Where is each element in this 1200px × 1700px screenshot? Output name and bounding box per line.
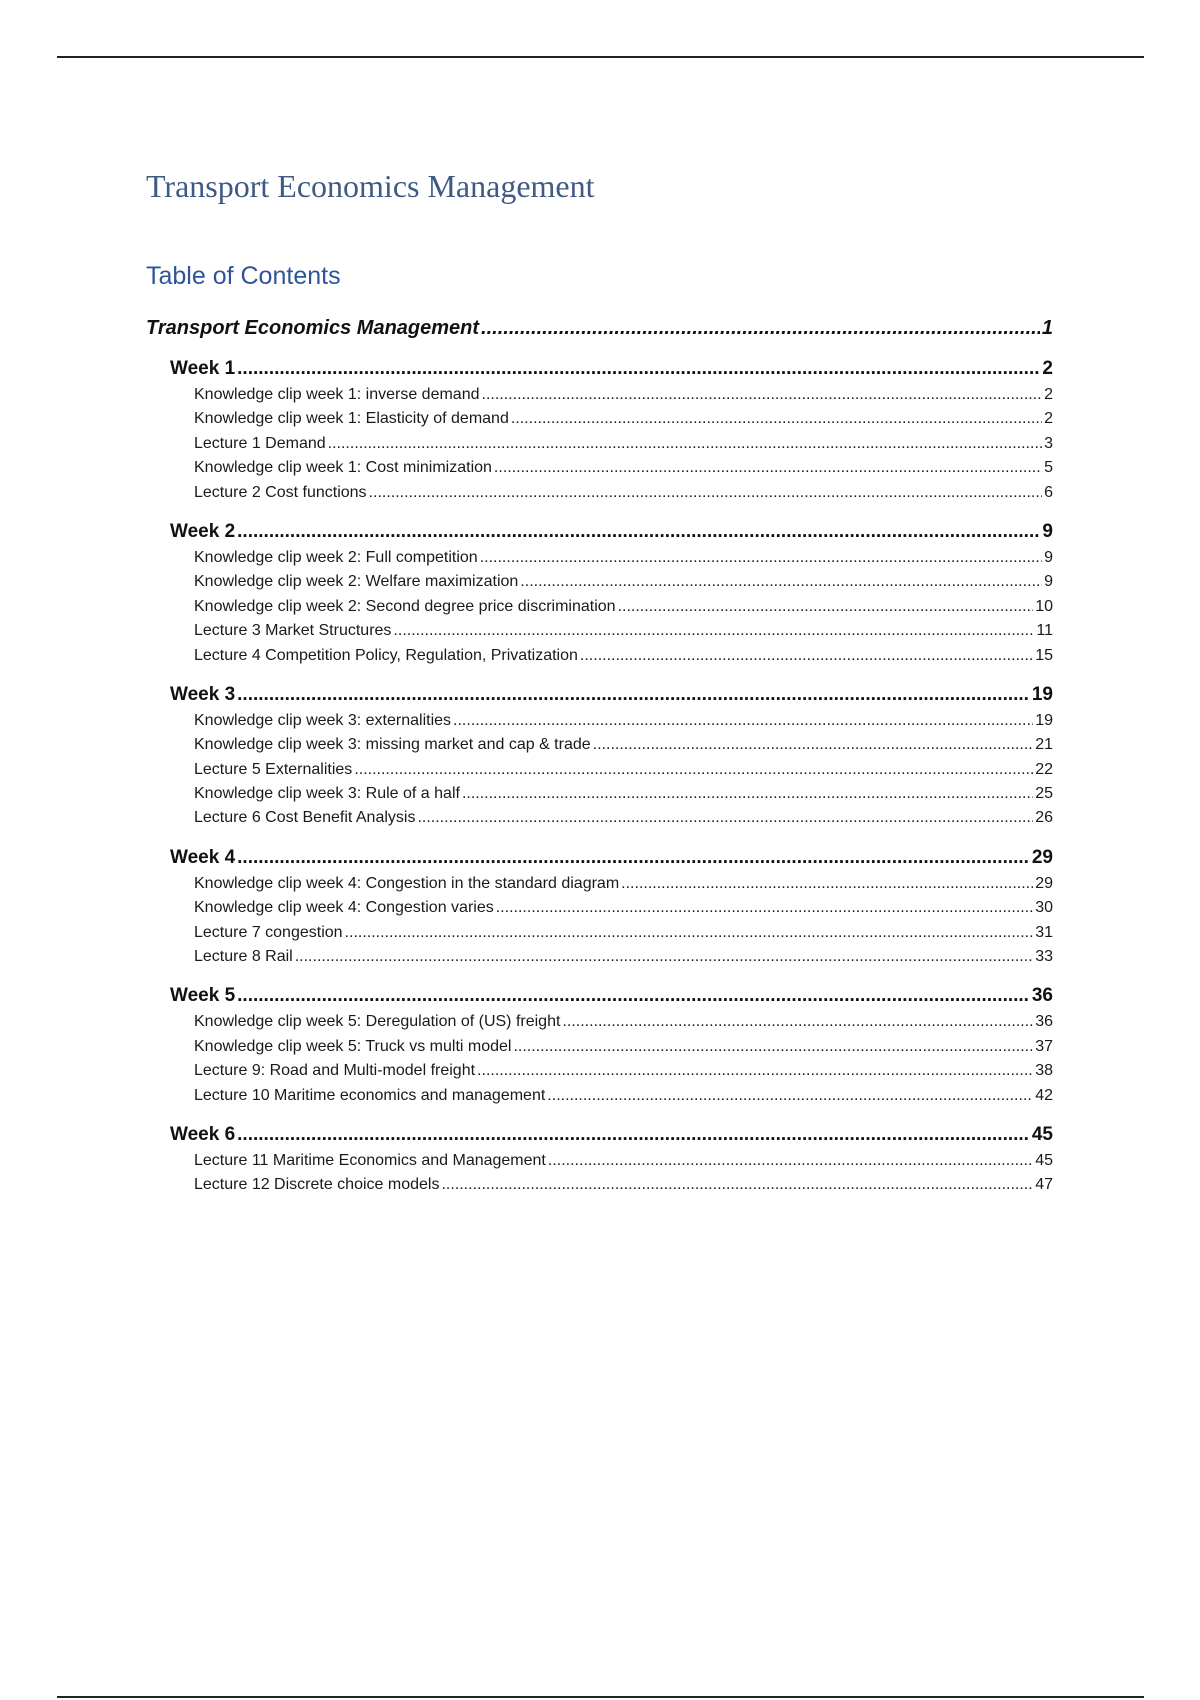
dot-leader bbox=[480, 546, 1042, 570]
toc-entry-title: Lecture 5 Externalities bbox=[194, 760, 353, 778]
toc-entry-item[interactable] bbox=[194, 1084, 1053, 1108]
toc-entry-week[interactable] bbox=[170, 681, 1053, 709]
toc-week-block bbox=[146, 681, 1053, 831]
toc-entry-title: Lecture 4 Competition Policy, Regulation, Privatization bbox=[194, 646, 578, 664]
toc-week-block bbox=[146, 518, 1053, 668]
dot-leader bbox=[593, 733, 1034, 757]
toc-entry-title: Week 5 bbox=[170, 985, 236, 1007]
toc-page-number: 19 bbox=[1031, 683, 1053, 705]
toc-entry-title: Lecture 6 Cost Benefit Analysis bbox=[194, 809, 416, 827]
toc-entry-title: Week 3 bbox=[170, 683, 236, 705]
toc-page-number: 5 bbox=[1044, 459, 1053, 477]
toc-page-number: 19 bbox=[1035, 711, 1053, 729]
toc-entry-item[interactable] bbox=[194, 432, 1053, 456]
dot-leader bbox=[511, 407, 1042, 431]
toc-entry-item[interactable] bbox=[194, 1173, 1053, 1197]
toc-weeks bbox=[146, 355, 1053, 1198]
dot-leader bbox=[393, 619, 1034, 643]
toc-entry-week[interactable] bbox=[170, 355, 1053, 383]
toc-entry-title: Week 1 bbox=[170, 358, 236, 379]
toc-entry-week[interactable] bbox=[170, 982, 1053, 1010]
dot-leader bbox=[618, 595, 1034, 619]
toc-entry-title: Knowledge clip week 3: Rule of a half bbox=[194, 785, 460, 803]
dot-leader bbox=[369, 481, 1043, 505]
toc-page-number: 47 bbox=[1035, 1176, 1053, 1194]
toc-entry-title: Knowledge clip week 3: externalities bbox=[194, 711, 452, 729]
toc-entry-title: Lecture 8 Rail bbox=[194, 948, 293, 966]
toc-page-number: 26 bbox=[1035, 809, 1053, 827]
toc-entry-title: Lecture 9: Road and Multi-model freight bbox=[194, 1062, 476, 1080]
toc-entry-item[interactable] bbox=[194, 456, 1053, 480]
toc-entry-main[interactable] bbox=[146, 314, 1053, 342]
toc-entry-title: Knowledge clip week 1: Elasticity of demand bbox=[194, 410, 509, 428]
toc-page-number: 30 bbox=[1035, 899, 1053, 917]
dot-leader bbox=[494, 456, 1042, 480]
toc-entry-item[interactable] bbox=[194, 921, 1053, 945]
toc-entry-item[interactable] bbox=[194, 806, 1053, 830]
dot-leader bbox=[328, 432, 1042, 456]
dot-leader bbox=[237, 355, 1040, 383]
toc-entry-item[interactable] bbox=[194, 733, 1053, 757]
toc-page-number: 33 bbox=[1035, 948, 1053, 966]
toc-page-number: 9 bbox=[1042, 520, 1053, 542]
dot-leader bbox=[548, 1149, 1033, 1173]
toc-page-number: 42 bbox=[1035, 1086, 1053, 1104]
toc-entry-item[interactable] bbox=[194, 1035, 1053, 1059]
toc-entry-title: Knowledge clip week 4: Congestion varies bbox=[194, 899, 494, 917]
toc-entry-item[interactable] bbox=[194, 546, 1053, 570]
toc-entry-week[interactable] bbox=[170, 844, 1053, 872]
dot-leader bbox=[237, 1121, 1030, 1149]
toc-entry-title: Knowledge clip week 5: Truck vs multi model bbox=[194, 1037, 512, 1055]
toc-entry-title: Knowledge clip week 2: Welfare maximization bbox=[194, 573, 519, 591]
toc-page-number: 37 bbox=[1035, 1037, 1053, 1055]
toc-entry-item[interactable] bbox=[194, 644, 1053, 668]
toc-entry-item[interactable] bbox=[194, 896, 1053, 920]
toc-entry-title: Knowledge clip week 5: Deregulation of (US) freight bbox=[194, 1013, 561, 1031]
dot-leader bbox=[513, 1035, 1033, 1059]
toc-page-number: 11 bbox=[1036, 622, 1053, 640]
toc-page-number: 31 bbox=[1035, 923, 1053, 941]
dot-leader bbox=[417, 806, 1033, 830]
toc-page-number: 45 bbox=[1035, 1151, 1053, 1169]
toc-entry-title: Knowledge clip week 1: inverse demand bbox=[194, 386, 480, 403]
document-title: Transport Economics Management bbox=[146, 168, 595, 204]
dot-leader bbox=[477, 1059, 1033, 1083]
dot-leader bbox=[237, 982, 1030, 1010]
dot-leader bbox=[237, 844, 1030, 872]
toc-page-number: 2 bbox=[1044, 386, 1053, 403]
toc-entry-item[interactable] bbox=[194, 1010, 1053, 1034]
toc-entry-title: Lecture 3 Market Structures bbox=[194, 622, 392, 640]
dot-leader bbox=[237, 681, 1030, 709]
toc-entry-title: Knowledge clip week 3: missing market and cap & trade bbox=[194, 736, 591, 754]
toc-entry-item[interactable] bbox=[194, 407, 1053, 431]
toc-page-number: 3 bbox=[1044, 434, 1053, 452]
toc-entry-item[interactable] bbox=[194, 872, 1053, 896]
toc-week-block bbox=[146, 1121, 1053, 1198]
toc-page-number: 15 bbox=[1035, 646, 1053, 664]
toc-entry-title: Knowledge clip week 2: Second degree price discrimination bbox=[194, 597, 616, 615]
toc-entry-item[interactable] bbox=[194, 782, 1053, 806]
dot-leader bbox=[520, 570, 1042, 594]
dot-leader bbox=[482, 383, 1043, 407]
toc-week-block bbox=[146, 844, 1053, 970]
toc-entry-item[interactable] bbox=[194, 945, 1053, 969]
dot-leader bbox=[453, 709, 1033, 733]
toc-entry-title: Lecture 1 Demand bbox=[194, 434, 326, 452]
dot-leader bbox=[354, 758, 1033, 782]
dot-leader bbox=[621, 872, 1033, 896]
toc-entry-item[interactable] bbox=[194, 570, 1053, 594]
toc-page-number: 22 bbox=[1035, 760, 1053, 778]
dot-leader bbox=[295, 945, 1033, 969]
toc-entry-week[interactable] bbox=[170, 1121, 1053, 1149]
toc-entry-title: Knowledge clip week 2: Full competition bbox=[194, 548, 478, 566]
toc-entry-item[interactable] bbox=[194, 383, 1053, 407]
toc-page-number: 2 bbox=[1044, 410, 1053, 428]
toc-page-number: 9 bbox=[1044, 548, 1053, 566]
toc-entry-title: Transport Economics Management bbox=[146, 317, 480, 339]
toc-entry-item[interactable] bbox=[194, 1059, 1053, 1083]
toc-page-number: 1 bbox=[1041, 317, 1053, 339]
dot-leader bbox=[562, 1010, 1033, 1034]
toc-entry-title: Knowledge clip week 4: Congestion in the standard diagram bbox=[194, 874, 620, 892]
toc-page-number: 10 bbox=[1035, 597, 1053, 615]
dot-leader bbox=[237, 518, 1040, 546]
table-of-contents bbox=[146, 314, 1053, 1198]
toc-entry-title: Lecture 10 Maritime economics and management bbox=[194, 1086, 546, 1104]
header-rule bbox=[57, 56, 1144, 58]
toc-page-number: 29 bbox=[1035, 874, 1053, 892]
toc-page-number: 36 bbox=[1035, 1013, 1053, 1031]
toc-entry-title: Knowledge clip week 1: Cost minimization bbox=[194, 459, 492, 477]
toc-entry-title: Week 4 bbox=[170, 846, 236, 868]
toc-entry-title: Lecture 11 Maritime Economics and Management bbox=[194, 1151, 546, 1169]
footer-rule bbox=[57, 1696, 1144, 1698]
dot-leader bbox=[547, 1084, 1033, 1108]
toc-entry-title: Lecture 12 Discrete choice models bbox=[194, 1176, 440, 1194]
toc-heading: Table of Contents bbox=[146, 262, 341, 290]
toc-page-number: 21 bbox=[1035, 736, 1053, 754]
dot-leader bbox=[441, 1173, 1033, 1197]
toc-entry-title: Week 6 bbox=[170, 1123, 236, 1145]
dot-leader bbox=[580, 644, 1033, 668]
toc-page-number: 6 bbox=[1044, 483, 1053, 501]
toc-page-number: 2 bbox=[1042, 358, 1053, 379]
toc-entry-title: Week 2 bbox=[170, 520, 236, 542]
toc-entry-week[interactable] bbox=[170, 518, 1053, 546]
toc-page-number: 29 bbox=[1031, 846, 1053, 868]
dot-leader bbox=[345, 921, 1034, 945]
toc-page-number: 36 bbox=[1031, 985, 1053, 1007]
toc-entry-item[interactable] bbox=[194, 709, 1053, 733]
dot-leader bbox=[462, 782, 1033, 806]
toc-page-number: 45 bbox=[1031, 1123, 1053, 1145]
toc-entry-item[interactable] bbox=[194, 595, 1053, 619]
toc-entry-item[interactable] bbox=[194, 481, 1053, 505]
toc-week-block bbox=[146, 982, 1053, 1108]
toc-page-number: 9 bbox=[1044, 573, 1053, 591]
toc-entry-title: Lecture 7 congestion bbox=[194, 923, 343, 941]
toc-week-block bbox=[146, 355, 1053, 505]
dot-leader bbox=[481, 314, 1040, 342]
toc-page-number: 38 bbox=[1035, 1062, 1053, 1080]
toc-entry-item[interactable] bbox=[194, 1149, 1053, 1173]
toc-page-number: 25 bbox=[1035, 785, 1053, 803]
toc-entry-item[interactable] bbox=[194, 619, 1053, 643]
toc-entry-title: Lecture 2 Cost functions bbox=[194, 483, 367, 501]
toc-entry-item[interactable] bbox=[194, 758, 1053, 782]
dot-leader bbox=[496, 896, 1033, 920]
